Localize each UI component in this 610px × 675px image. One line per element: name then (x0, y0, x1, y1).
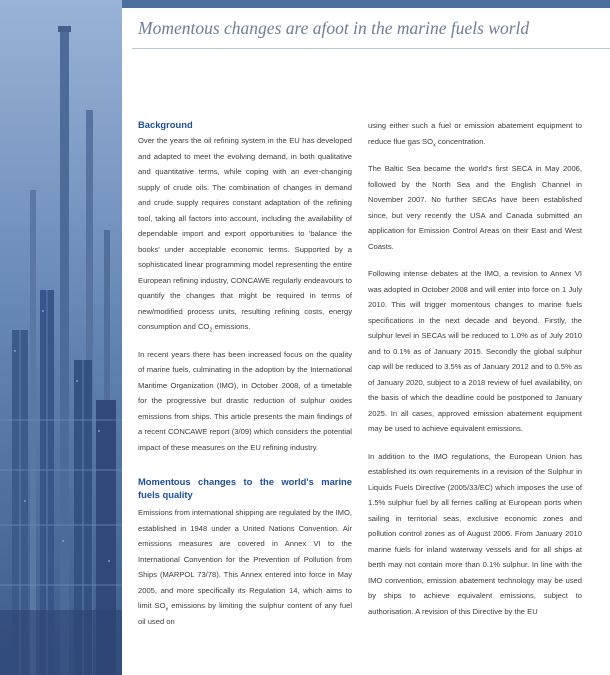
article-title: Momentous changes are afoot in the marine fuels world (138, 18, 530, 38)
paragraph-eu-directive: In addition to the IMO regulations, the European Union has established its own requirements in a revision of the Sulphur in Liquids Fuels Directive (2005/33/EC) which imposes the use of 1.5% sulphur fuel by all ferries calling at European ports when sailing in territorial seas, exclusive economic zones and pollution control zones as of August 2006. From January 2010 marine fuels for inland waterway vessels and for all ships at berth may not contain more than 0.1% sulphur. In line with the IMO convention, emission abatement technology may be used by ships to achieve equivalent emissions, subject to authorisation. A revision of this Directive by the EU (368, 451, 582, 616)
paragraph-abatement: using either such a fuel or emission abatement equipment to reduce flue gas $SO_x$ concentration. (368, 121, 582, 149)
paragraph-annex-revision: Following intense debates at the IMO, a revision to Annex VI was adopted in October 2008 and will enter into force on 1 July 2010. This will trigger momentous changes to marine fuels specifications in the next decade and beyond. Firstly, the sulphur level in SECAs will be reduced to 1.0% as of July 2010 and to 0.1% as of January 2015. Secondly the global sulphur cap will be reduced to 3.5% as of January 2012 and to 0.5% as of January 2020, subject to a 2018 review of fuel availability, on the basis of which the deadline could be postponed to January 2025. In all cases, approved emission abatement equipment may be used to achieve equivalent emissions. (368, 269, 582, 433)
refinery-photo (0, 0, 122, 675)
paragraph-background: Over the years the oil refining system in the EU has developed and adapted to meet the evolving demand, in both qualitative and quantitative terms, while coping with an ever-changing supply of crude oils. The combination of changes in demand and crude supply requires constant adaptation of the refining tool, taking all factors into account, including the availability of dependable import and export opportunities to 'balance the books' under acceptable economic terms. Supported by a sophisticated linear programming model representing the entire European refining industry, CONCAWE regularly endeavours to quantify the changes that might be required in terms of new/modified process units, resulting refining costs, energy consumption and $CO_2$ emissions. (138, 136, 352, 334)
paragraph-imo-emissions: Emissions from international shipping are regulated by the IMO, established in 1948 under a United Nations Convention. Air emissions measures are covered in Annex VI to the International Convention for the Prevention of Pollution from Ships (MARPOL 73/78). This Annex entered into force in May 2005, and more specifically its Regulation 14, which aims to limit $SO_x$ emissions by limiting the sulphur content of any fuel oil used on (138, 508, 353, 626)
section-heading-background: Background (138, 119, 193, 130)
right-column (368, 118, 582, 631)
title-divider (132, 48, 610, 49)
refinery-silhouette-image (0, 0, 122, 675)
paragraph-baltic-seca: The Baltic Sea became the world's first SECA in May 2006, followed by the North Sea and the English Channel in November 2007. No further SECAs have been established since, but very recently the USA and Canada submitted an application for Emission Control Areas on their East and West Coasts. (368, 164, 582, 251)
section-heading-marine-fuels: Momentous changes to the world's marine fuels quality (138, 476, 352, 500)
left-column (138, 118, 352, 641)
paragraph-recent-years: In recent years there has been increased focus on the quality of marine fuels, culminating in the adoption by the International Maritime Organization (IMO), in October 2008, of a timetable for the progressive but drastic reduction of sulphur oxides emissions from ships. This article presents the main findings of a recent CONCAWE report (3/09) which considers the potential impact of these measures on the EU refining industry. (138, 349, 352, 452)
